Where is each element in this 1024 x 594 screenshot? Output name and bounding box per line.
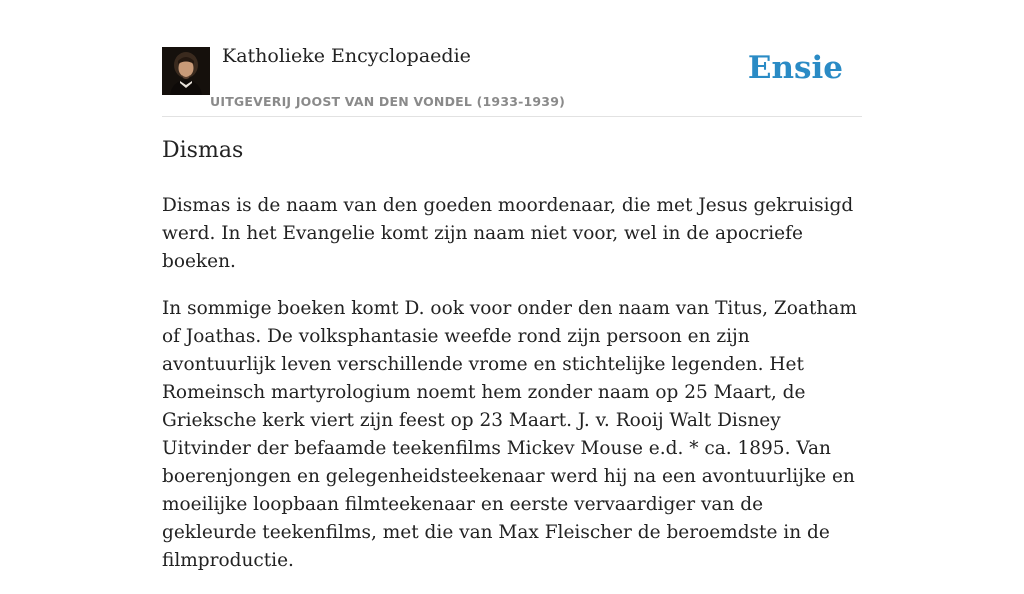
article-paragraph: Dismas is de naam van den goeden moordenaar, die met Jesus gekruisigd werd. In het Evangelie komt zijn naam niet voor, wel in de apocriefe boeken.: [162, 195, 854, 272]
article-title: Dismas: [162, 138, 244, 163]
ensie-logo-link[interactable]: Ensie: [747, 50, 843, 86]
publisher-label: UITGEVERIJ JOOST VAN DEN VONDEL (1933-1939): [210, 94, 566, 109]
article-paragraph: In sommige boeken komt D. ook voor onder den naam van Titus, Zoatham of Joathas. De volksphantasie weefde rond zijn persoon en zijn avontuurlijk leven verschillende vrome en stichtelijke legenden. Het Romeinsch martyrologium noemt hem zonder naam op 25 Maart, de Grieksche kerk viert zijn feest op 23 Maart. J. v. Rooij Walt Disney Uitvinder der befaamde teekenfilms Mickev Mouse e.d. * ca. 1895. Van boerenjongen en gelegenheidsteekenaar werd hij na een avontuurlijke en moeilijke loopbaan filmteekenaar en eerste vervaardiger van de gekleurde teekenfilms, met die van Max Fleischer de beroemdste in de filmproductie.: [162, 298, 857, 571]
site-header: [162, 44, 862, 117]
site-title[interactable]: Katholieke Encyclopaedie: [222, 45, 471, 67]
portrait-icon: [162, 47, 210, 95]
article-body: [162, 192, 862, 594]
